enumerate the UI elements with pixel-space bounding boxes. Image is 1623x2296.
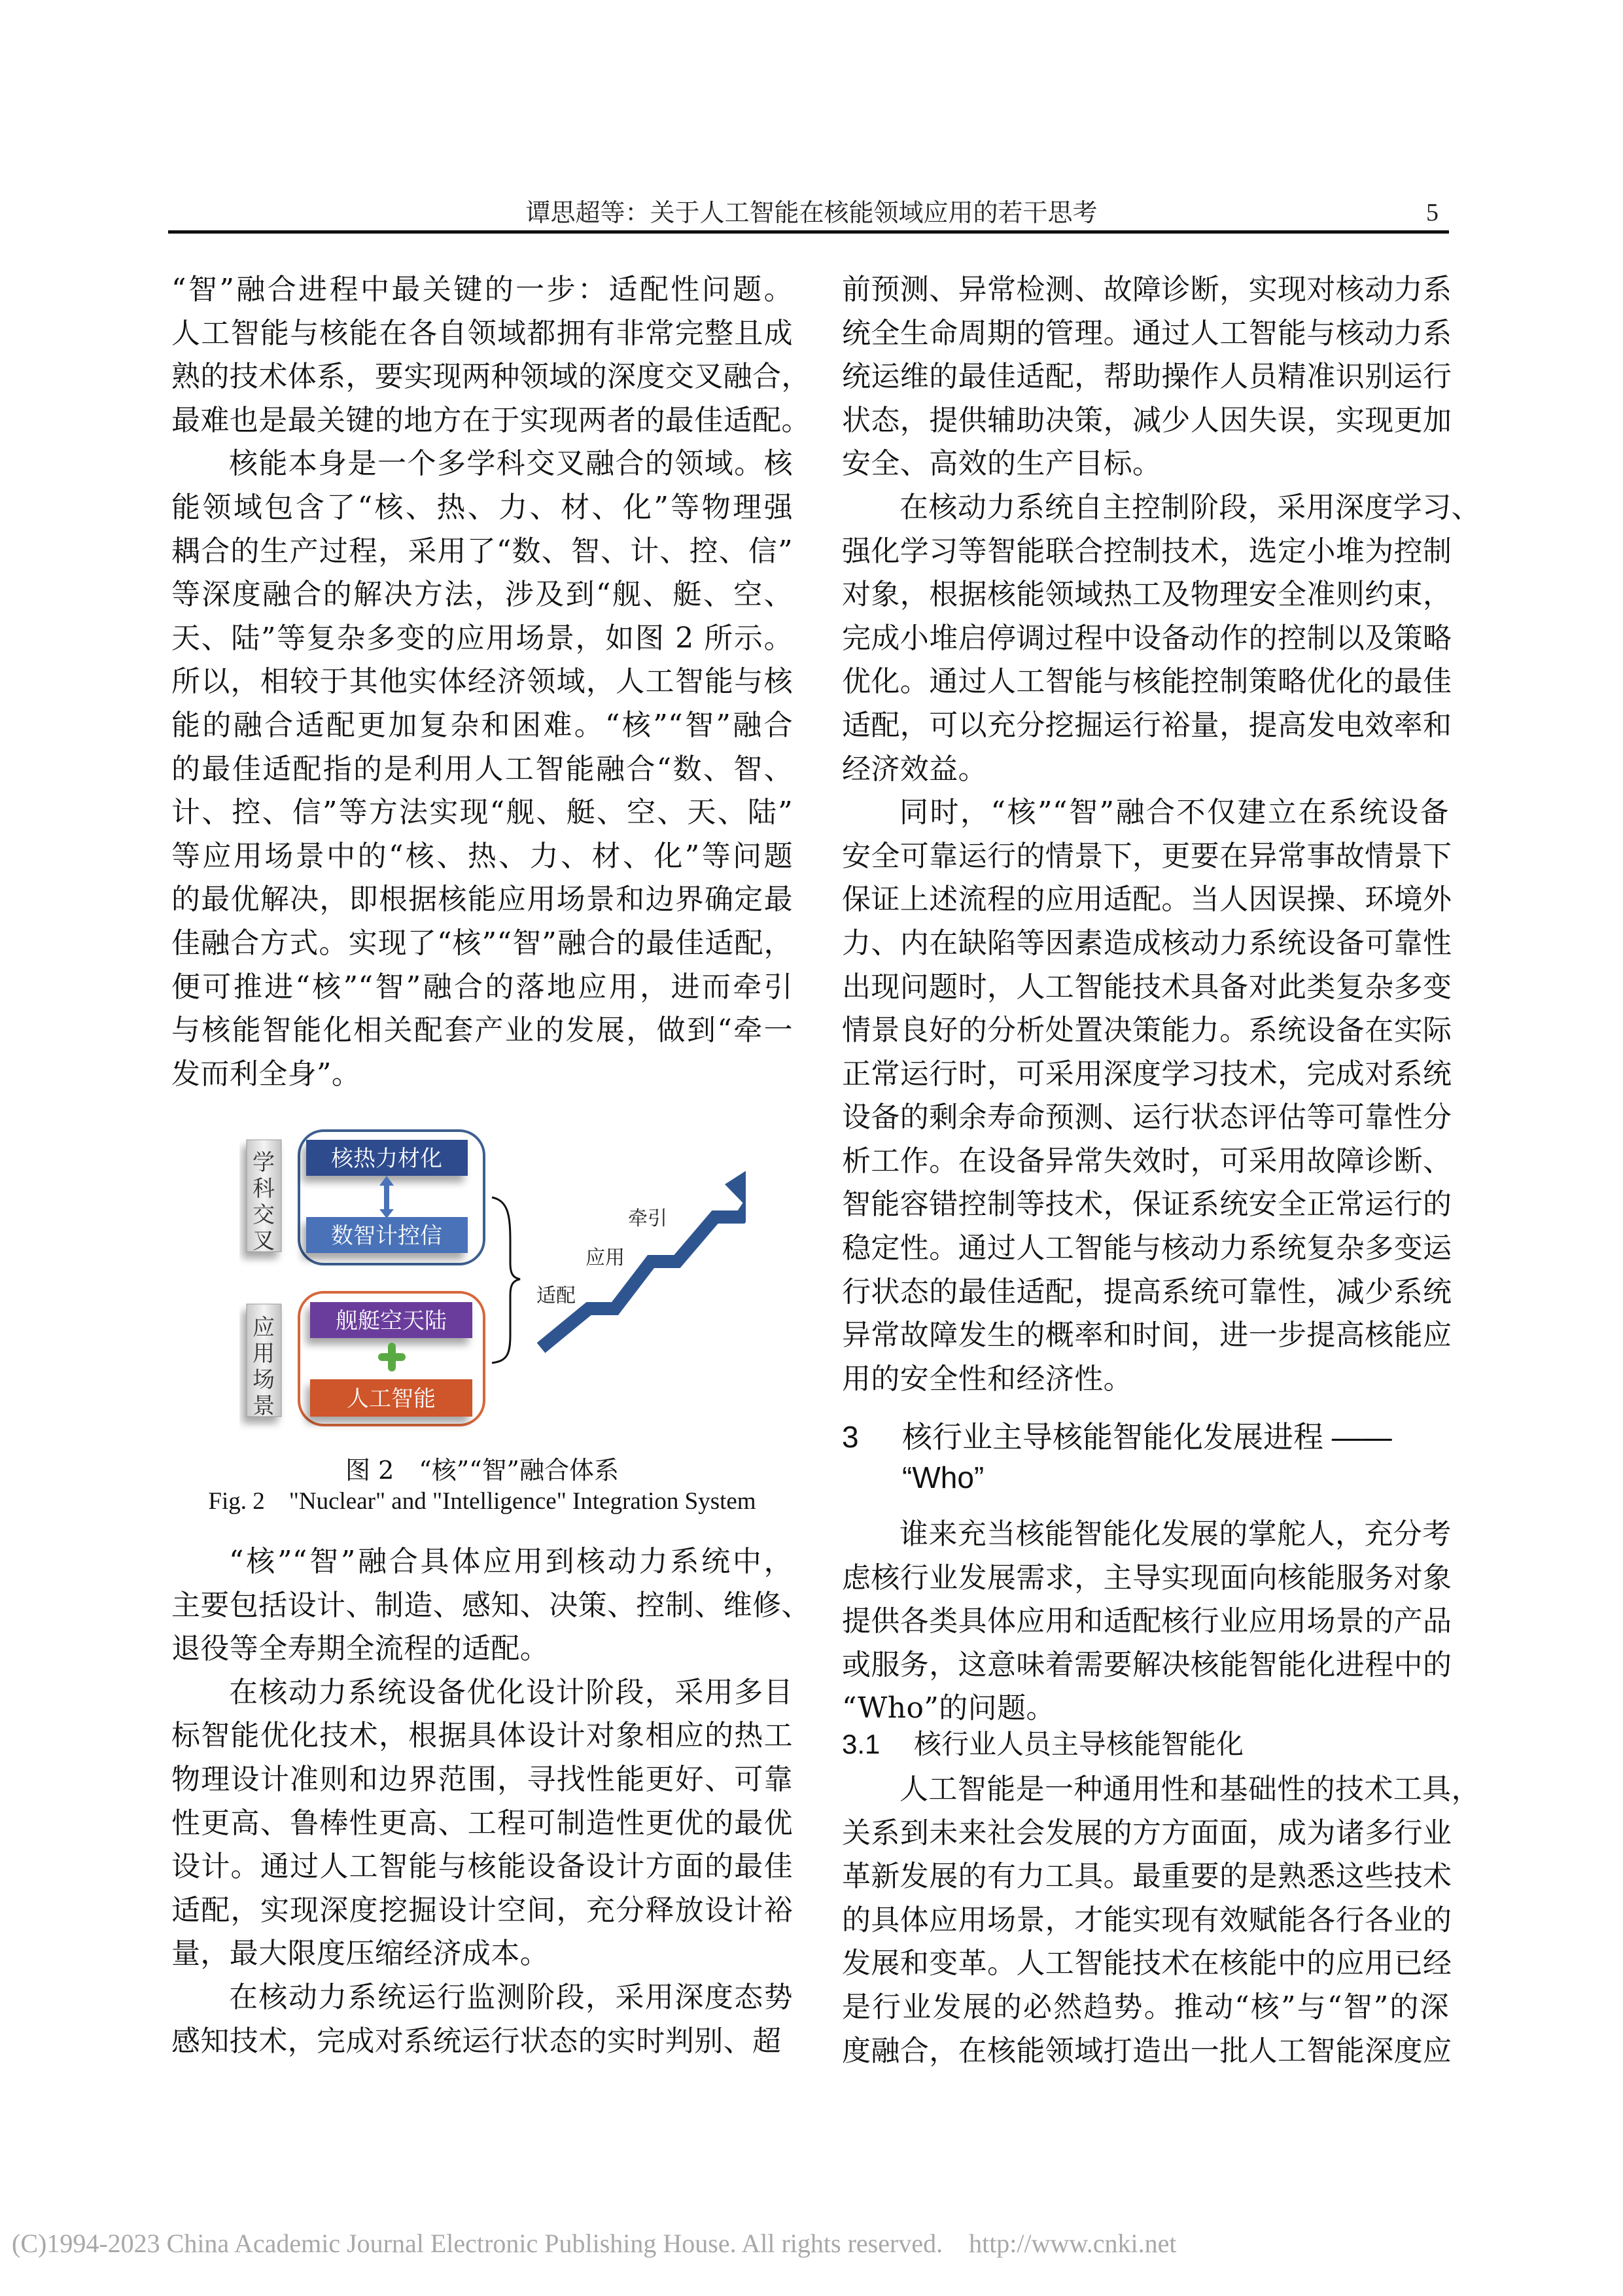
text-line: 最难也是最关键的地方在于实现两者的最佳适配。 [171, 403, 811, 437]
text-line: 能领域包含了“核、热、力、材、化”等物理强 [171, 490, 793, 524]
text-line: 物理设计准则和边界范围，寻找性能更好、可靠 [171, 1762, 793, 1796]
copyright-footer [0, 2228, 1623, 2259]
right-column-mid-text [842, 1513, 1452, 1731]
box-scenarios-label: 舰艇空天陆 [336, 1308, 447, 1334]
text-line: 感知技术，完成对系统运行状态的实时判别、超 [171, 2024, 782, 2058]
section-3-number: 3 [842, 1420, 859, 1454]
text-line: 正常运行时，可采用深度学习技术，完成对系统 [842, 1057, 1452, 1091]
text-line: 适配，实现深度挖掘设计空间，充分释放设计裕 [171, 1893, 793, 1927]
box-discipline-label: 核热力材化 [331, 1146, 442, 1172]
text-line: 出现问题时，人工智能技术具备对此类复杂多变 [842, 970, 1452, 1004]
text-line: 主要包括设计、制造、感知、决策、控制、维修、 [171, 1588, 811, 1622]
text-line: 佳融合方式。实现了“核”“智”融合的最佳适配， [171, 926, 793, 960]
text-line: 力、内在缺陷等因素造成核动力系统设备可靠性 [842, 926, 1452, 960]
text-line: 在核动力系统自主控制阶段，采用深度学习、 [899, 490, 1480, 524]
text-line: 量，最大限度压缩经济成本。 [171, 1937, 550, 1971]
text-line: 度融合，在核能领域打造出一批人工智能深度应 [842, 2034, 1452, 2068]
text-line: 能的融合适配更加复杂和困难。“核”“智”融合 [171, 708, 793, 742]
text-line: 的最优解决，即根据核能应用场景和边界确定最 [171, 883, 793, 917]
text-line: 异常故障发生的概率和时间，进一步提高核能应 [842, 1318, 1452, 1352]
text-line: 性更高、鲁棒性更高、工程可制造性更优的最优 [171, 1806, 793, 1840]
text-line: 人工智能与核能在各自领域都拥有非常完整且成 [171, 316, 793, 350]
text-line: 的具体应用场景，才能实现有效赋能各行各业的 [842, 1903, 1452, 1937]
text-line: 耦合的生产过程，采用了“数、智、计、控、信” [171, 534, 793, 568]
text-line: 与核能智能化相关配套产业的发展，做到“牵一 [171, 1014, 793, 1048]
figure-2-diagram [222, 1112, 746, 1439]
plus-icon [378, 1343, 406, 1371]
text-line: 统全生命周期的管理。通过人工智能与核动力系 [842, 316, 1452, 350]
text-line: 保证上述流程的应用适配。当人因误操、环境外 [842, 883, 1452, 917]
side-label-discipline-text: 学科交叉 [253, 1150, 275, 1254]
text-line: 核能本身是一个多学科交叉融合的领域。核 [229, 447, 793, 481]
growth-arrow-head [725, 1168, 746, 1206]
text-line: 等深度融合的解决方法，涉及到“舰、艇、空、 [171, 578, 793, 612]
text-line: 智能容错控制等技术，保证系统安全正常运行的 [842, 1188, 1452, 1222]
text-line: 稳定性。通过人工智能与核动力系统复杂多变运 [842, 1231, 1452, 1265]
section-3-1-number: 3.1 [842, 1729, 881, 1759]
text-line: 标智能优化技术，根据具体设计对象相应的热工 [171, 1719, 793, 1753]
text-line: 熟的技术体系，要实现两种领域的深度交叉融合， [171, 360, 811, 394]
text-line: 或服务，这意味着需要解决核能智能化进程中的 [842, 1648, 1452, 1682]
text-line: 完成小堆启停调过程中设备动作的控制以及策略 [842, 621, 1452, 655]
text-line: 状态，提供辅助决策，减少人因失误，实现更加 [842, 403, 1452, 437]
section-3-heading [842, 1417, 1449, 1498]
step-label-apply: 应用 [585, 1246, 625, 1269]
curly-brace [492, 1197, 520, 1363]
copyright-text: (C)1994-2023 China Academic Journal Electronic Publishing House. All rights reserved. [12, 2229, 943, 2258]
step-label-drive: 牵引 [628, 1207, 667, 1230]
text-line: 提供各类具体应用和适配核行业应用场景的产品 [842, 1604, 1452, 1638]
text-line: 退役等全寿期全流程的适配。 [171, 1632, 550, 1666]
text-line: 等应用场景中的“核、热、力、材、化”等问题 [171, 839, 793, 873]
text-line: 经济效益。 [842, 752, 987, 786]
text-line: 统运维的最佳适配，帮助操作人员精准识别运行 [842, 360, 1452, 394]
double-arrow-icon [379, 1176, 394, 1218]
text-line: 用的安全性和经济性。 [842, 1362, 1132, 1396]
text-line: 发而利全身”。 [171, 1057, 361, 1091]
text-line: 计、控、信”等方法实现“舰、艇、空、天、陆” [171, 796, 793, 830]
text-line: “Who”的问题。 [842, 1691, 1055, 1725]
text-line: “核”“智”融合具体应用到核动力系统中， [229, 1545, 793, 1578]
text-line: 革新发展的有力工具。最重要的是熟悉这些技术 [842, 1860, 1452, 1894]
text-line: 在核动力系统运行监测阶段，采用深度态势 [229, 1980, 793, 2014]
text-line: 关系到未来社会发展的方方面面，成为诸多行业 [842, 1816, 1452, 1850]
text-line: 的最佳适配指的是利用人工智能融合“数、智、 [171, 752, 793, 786]
text-line: 便可推进“核”“智”融合的落地应用，进而牵引 [171, 970, 793, 1004]
text-line: 人工智能是一种通用性和基础性的技术工具， [899, 1773, 1480, 1806]
text-line: 在核动力系统设备优化设计阶段，采用多目 [229, 1675, 793, 1709]
figure-caption-cn: 图 2 “核”“智”融合体系 [345, 1456, 619, 1485]
text-line: 情景良好的分析处置决策能力。系统设备在实际 [842, 1014, 1452, 1048]
right-column-top-text [842, 268, 1480, 1401]
text-line: 前预测、异常检测、故障诊断，实现对核动力系 [842, 273, 1452, 306]
box-ai-label: 人工智能 [347, 1386, 436, 1412]
text-line: 适配，可以充分挖掘运行裕量，提高发电效率和 [842, 708, 1452, 742]
section-3-1-heading [842, 1725, 1449, 1764]
text-line: 析工作。在设备异常失效时，可采用故障诊断、 [842, 1144, 1452, 1178]
cnki-url[interactable]: http://www.cnki.net [969, 2229, 1177, 2258]
step-label-adapt: 适配 [536, 1284, 576, 1307]
section-3-1-title: 核行业人员主导核能智能化 [914, 1729, 1244, 1759]
page-number: 5 [1426, 199, 1439, 226]
text-line: 设备的剩余寿命预测、运行状态评估等可靠性分 [842, 1101, 1452, 1135]
text-line: 所以，相较于其他实体经济领域，人工智能与核 [171, 665, 793, 699]
text-line: 对象，根据核能领域热工及物理安全准则约束， [842, 578, 1452, 612]
right-column-bottom-text [842, 1768, 1480, 2073]
text-line: 安全可靠运行的情景下，更要在异常事故情景下 [842, 839, 1452, 873]
text-line: 谁来充当核能智能化发展的掌舵人，充分考 [899, 1517, 1452, 1551]
text-line: 安全、高效的生产目标。 [842, 447, 1162, 481]
figure-caption-en: Fig. 2 "Nuclear" and "Intelligence" Integration System [208, 1488, 756, 1515]
text-line: “智”融合进程中最关键的一步：适配性问题。 [171, 273, 793, 306]
text-line: 天、陆”等复杂多变的应用场景，如图 2 所示。 [171, 621, 793, 655]
text-line: 行状态的最佳适配，提高系统可靠性，减少系统 [842, 1275, 1452, 1309]
left-column-top-text [171, 268, 811, 1096]
running-title: 谭思超等：关于人工智能在核能领域应用的若干思考 [525, 198, 1098, 227]
text-line: 强化学习等智能联合控制技术，选定小堆为控制 [842, 534, 1452, 568]
text-line: 发展和变革。人工智能技术在核能中的应用已经 [842, 1947, 1452, 1981]
text-line: 虑核行业发展需求，主导实现面向核能服务对象 [842, 1561, 1452, 1595]
text-line: 是行业发展的必然趋势。推动“核”与“智”的深 [842, 1990, 1449, 2024]
text-line: 同时，“核”“智”融合不仅建立在系统设备 [899, 796, 1449, 830]
text-line: 设计。通过人工智能与核能设备设计方面的最佳 [171, 1850, 793, 1884]
section-3-title-line2: “Who” [902, 1460, 985, 1494]
left-column-bottom-text [171, 1540, 811, 2063]
header-rule [168, 230, 1449, 234]
box-methods-label: 数智计控信 [331, 1223, 442, 1249]
text-line: 优化。通过人工智能与核能控制策略优化的最佳 [842, 665, 1452, 699]
side-label-scenarios-text: 应用场景 [253, 1315, 275, 1419]
section-3-title-line1: 核行业主导核能智能化发展进程 —— [902, 1420, 1392, 1454]
